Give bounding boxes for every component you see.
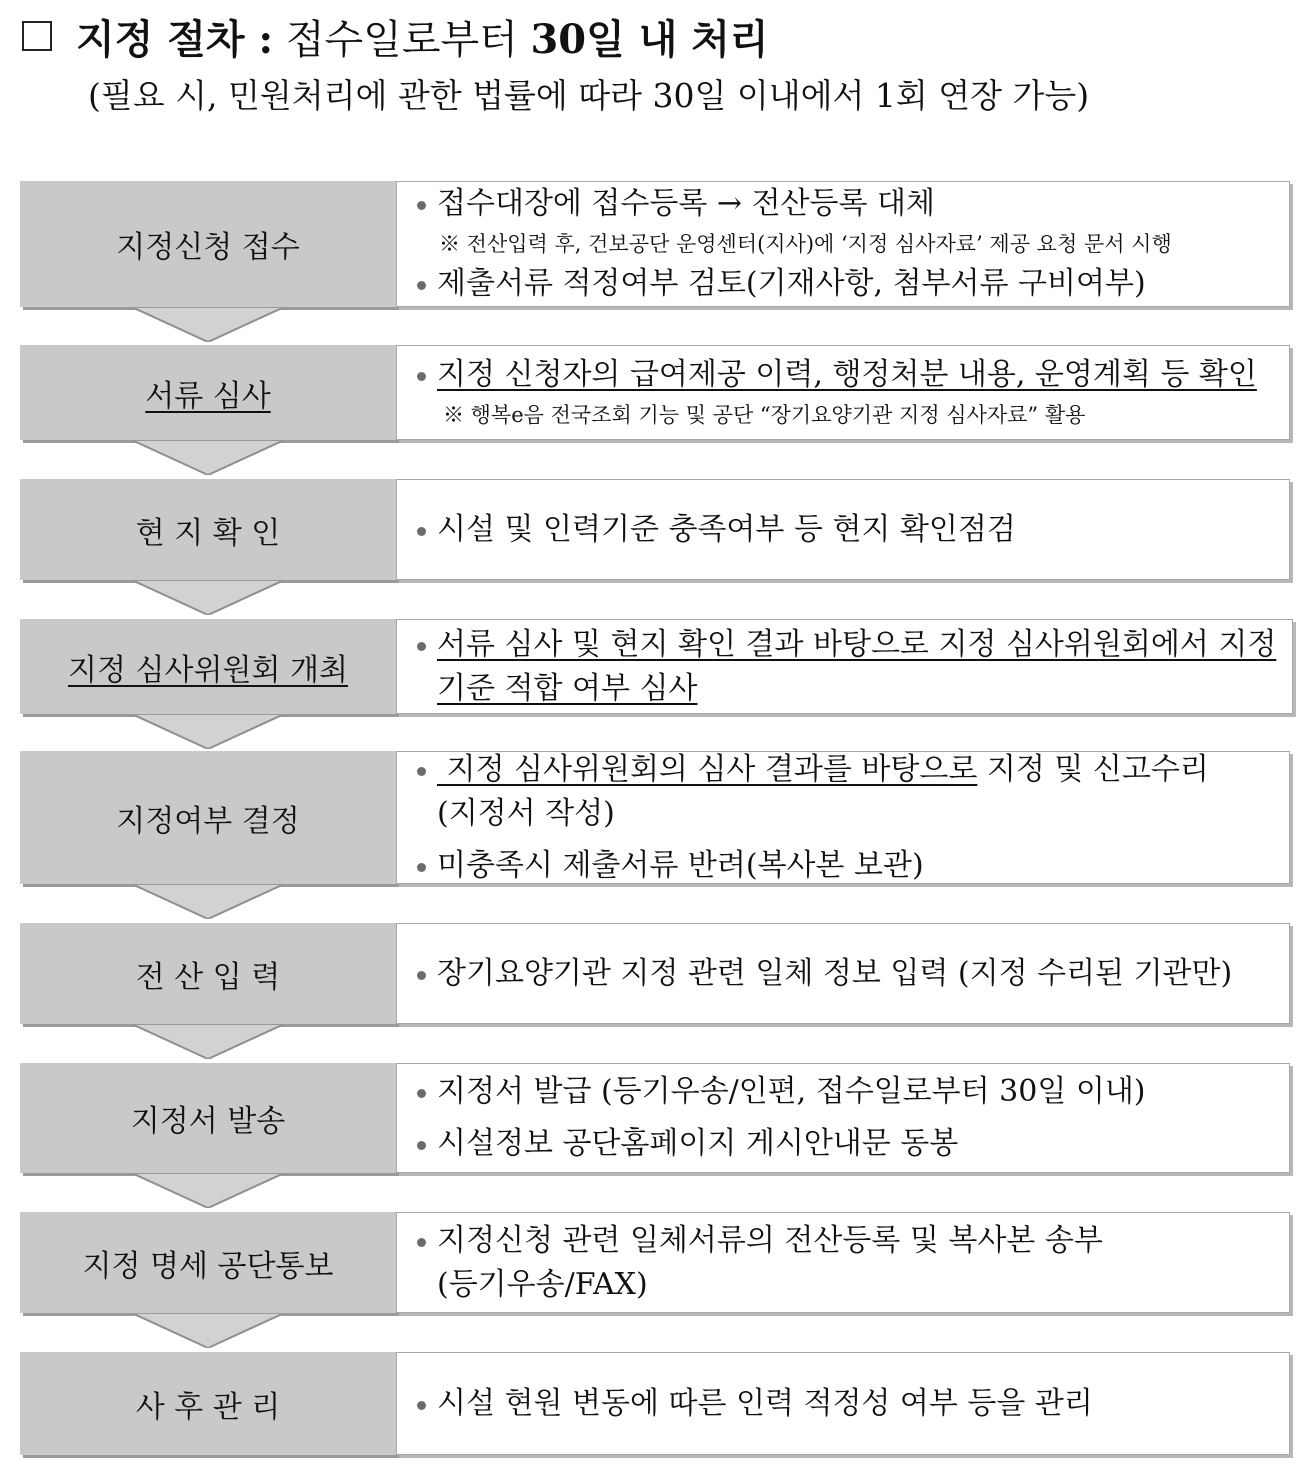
step-certificate-dispatch: [20, 1063, 1290, 1173]
step-label: 지정여부 결정: [20, 751, 396, 884]
continuation-text-underlined: 기준 적합 여부 심사: [437, 670, 698, 706]
step-description: [396, 1212, 1290, 1313]
bullet-item: 시설정보 공단홈페이지 게시안내문 동봉: [437, 1122, 1273, 1166]
title-middle: 접수일로부터: [273, 16, 531, 63]
page-title: [22, 8, 769, 64]
step-label: [20, 619, 396, 714]
chevron-down-icon: [134, 715, 282, 749]
chevron-down-icon: [134, 1174, 282, 1208]
step-label: [20, 345, 396, 440]
note-text: ※ 전산입력 후, 건보공단 운영센터(지사)에 ‘지정 심사자료’ 제공 요청 문서 시행: [439, 232, 1172, 256]
bullet-item: 미충족시 제출서류 반려(복사본 보관): [437, 844, 1273, 888]
chevron-down-icon: [134, 581, 282, 615]
step-committee-meeting: [20, 619, 1290, 714]
bullet-item: [437, 353, 1273, 397]
bullet-item: 제출서류 적정여부 검토(기재사항, 첨부서류 구비여부): [437, 262, 1273, 306]
step-label: 지정 명세 공단통보: [20, 1212, 396, 1313]
step-label: 사 후 관 리: [20, 1352, 396, 1455]
bullet-text: 지정 신청자의 급여제공 이력, 행정처분 내용, 운영계획 등 확인: [437, 356, 1257, 392]
bullet-item: [437, 748, 1273, 792]
continuation-text: (등기우송/FAX): [437, 1266, 648, 1302]
chevron-down-icon: [134, 885, 282, 919]
bullet-text: 서류 심사 및 현지 확인 결과 바탕으로 지정 심사위원회에서 지정: [437, 626, 1277, 662]
step-label: 지정신청 접수: [20, 181, 396, 307]
title-emphasis: 30일 내 처리: [530, 15, 769, 63]
chevron-down-icon: [134, 441, 282, 475]
bullet-item: 지정서 발급 (등기우송/인편, 접수일로부터 30일 이내): [437, 1070, 1273, 1114]
step-label: 지정서 발송: [20, 1063, 396, 1173]
checkbox-square-icon: [22, 21, 52, 51]
step-description: [396, 1063, 1290, 1173]
step-follow-up-management: [20, 1352, 1290, 1455]
step-label-text: 서류 심사: [145, 378, 271, 414]
bullet-item: 시설 현원 변동에 따른 인력 적정성 여부 등을 관리: [437, 1382, 1273, 1426]
continuation-text: (지정서 작성): [437, 795, 615, 831]
step-description: [396, 479, 1290, 580]
step-data-entry: [20, 923, 1290, 1024]
step-description: [396, 751, 1290, 884]
chevron-down-icon: [134, 1025, 282, 1059]
step-description: [396, 345, 1290, 440]
step-description: [396, 923, 1290, 1024]
chevron-down-icon: [134, 1314, 282, 1348]
note-text: ※ 행복e음 전국조회 기능 및 공단 “장기요양기관 지정 심사자료” 활용: [443, 402, 1086, 427]
title-prefix: 지정 절차 :: [76, 15, 274, 63]
step-designation-decision: [20, 751, 1290, 884]
step-description: [396, 1352, 1290, 1455]
step-description: [396, 619, 1293, 714]
step-label-text: 지정 심사위원회 개최: [68, 652, 348, 688]
bullet-item: 시설 및 인력기준 충족여부 등 현지 확인점검: [437, 508, 1273, 552]
bullet-item: 지정신청 관련 일체서류의 전산등록 및 복사본 송부: [437, 1219, 1273, 1263]
bullet-item: [437, 623, 1276, 667]
step-document-review: [20, 345, 1290, 440]
bullet-item: 접수대장에 접수등록 → 전산등록 대체: [437, 182, 1273, 226]
bullet-text-underlined: 지정 심사위원회의 심사 결과를 바탕으로: [437, 751, 978, 787]
bullet-item: 장기요양기관 지정 관련 일체 정보 입력 (지정 수리된 기관만): [437, 952, 1273, 996]
continuation-text: [437, 667, 1276, 711]
step-label: 현 지 확 인: [20, 479, 396, 580]
step-description: [396, 181, 1290, 307]
page-subtitle: (필요 시, 민원처리에 관한 법률에 따라 30일 이내에서 1회 연장 가능): [88, 76, 1090, 115]
chevron-down-icon: [134, 308, 282, 342]
step-application-receipt: [20, 181, 1290, 307]
step-label: 전 산 입 력: [20, 923, 396, 1024]
step-notify-corporation: [20, 1212, 1290, 1313]
bullet-text: 지정 및 신고수리: [977, 751, 1209, 787]
step-site-inspection: [20, 479, 1290, 580]
